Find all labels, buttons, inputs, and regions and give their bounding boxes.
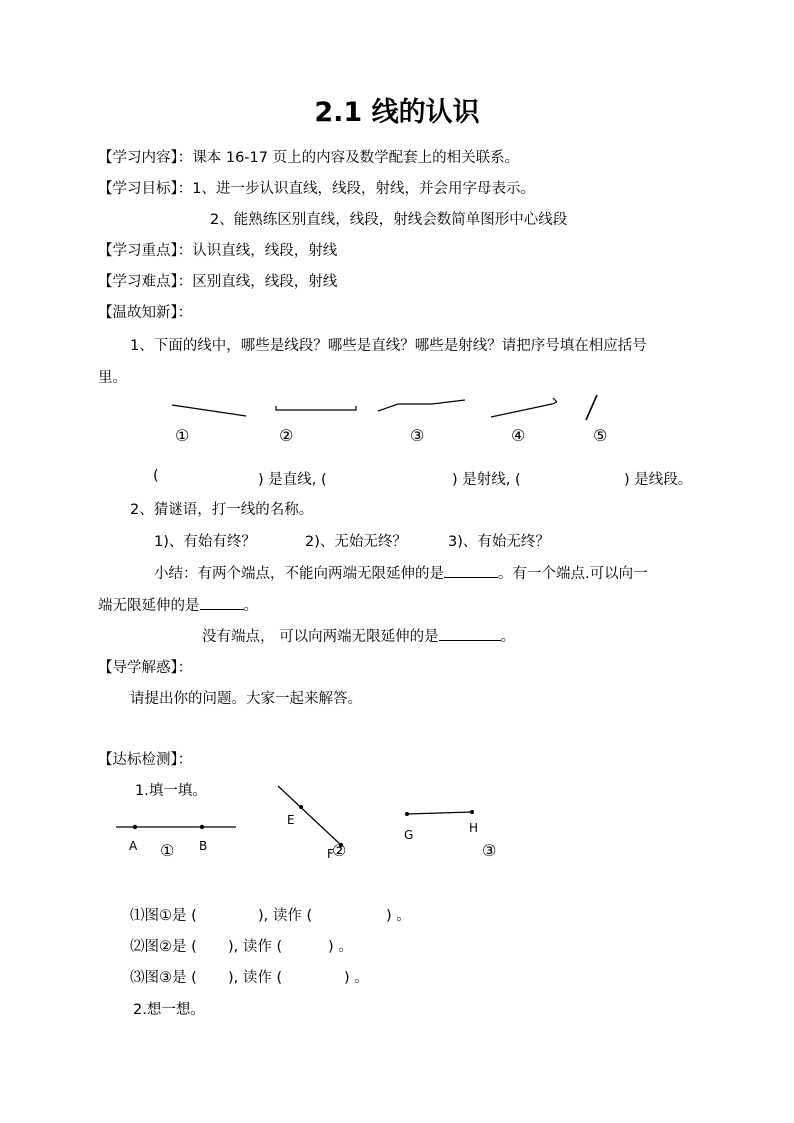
summary-text-e: 没有端点， 可以向两端无限延伸的是 [202, 629, 439, 645]
marker-1: ① [175, 426, 190, 445]
test-label: 【达标检测】： [98, 752, 193, 768]
summary-text-f: 。 [500, 629, 516, 645]
summary-text-b: 。有一个端点.可以向一 [498, 566, 648, 582]
difficulties-label: 【学习难点】： [98, 274, 193, 290]
review-q1-line1: 1、下面的线中，哪些是线段？哪些是直线？哪些是射线？请把序号填在相应括号 [130, 338, 647, 354]
key-points-label: 【学习重点】： [98, 243, 193, 259]
test-q1: 1.填一填。 [135, 783, 207, 799]
fill-line-2-c: ) 。 [328, 939, 353, 955]
review-q1-line2: 里。 [98, 370, 127, 386]
summary-text-a: 小结：有两个端点，不能向两端无限延伸的是 [154, 566, 444, 582]
figure-marker-1: ① [160, 841, 175, 860]
point-e [299, 805, 303, 809]
page-title: 2.1 线的认识 [314, 97, 480, 128]
learning-goals-label: 【学习目标】： [98, 181, 193, 197]
fill-line-3-a: ⑶图③是 ( [130, 970, 197, 986]
fill-line-1-a: ⑴图①是 ( [130, 908, 197, 924]
learning-goal-2: 2、能熟练区别直线，线段，射线会数简单图形中心线段 [210, 212, 568, 228]
test-q2: 2.想一想。 [133, 1002, 205, 1018]
answer-straight: ) 是直线, ( [258, 472, 327, 488]
learning-content-label: 【学习内容】： [98, 150, 193, 166]
label-a: A [129, 839, 138, 853]
label-g: G [404, 828, 414, 842]
riddle-1: 1)、有始有终？ [154, 534, 256, 550]
answer-ray: ) 是射线, ( [452, 472, 521, 488]
label-e: E [287, 813, 295, 827]
point-g [405, 812, 409, 816]
figure-marker-2: ② [332, 841, 347, 860]
fill-line-1-b: ), 读作 ( [258, 908, 313, 924]
marker-2: ② [279, 426, 294, 445]
point-h [470, 810, 474, 814]
marker-3: ③ [410, 426, 425, 445]
summary-text-d: 。 [243, 598, 258, 614]
point-a [133, 825, 137, 829]
figure-marker-3: ③ [482, 841, 497, 860]
fill-line-3-b: ), 读作 ( [228, 970, 283, 986]
difficulties-text: 区别直线，线段，射线 [192, 274, 338, 290]
guide-label: 【导学解惑】： [98, 660, 193, 676]
riddle-3: 3)、有始无终？ [448, 534, 550, 550]
summary-text-c: 端无限延伸的是 [98, 598, 200, 614]
point-b [200, 825, 204, 829]
review-label: 【温故知新】： [98, 305, 193, 321]
fill-line-2-b: ), 读作 ( [228, 939, 283, 955]
fill-line-1-c: ) 。 [386, 908, 411, 924]
key-points-text: 认识直线，线段，射线 [192, 243, 338, 259]
answer-segment: ) 是线段。 [624, 472, 693, 488]
fill-line-3-c: ) 。 [344, 970, 369, 986]
label-b: B [199, 839, 208, 853]
learning-goal-1: 1、进一步认识直线，线段，射线，并会用字母表示。 [192, 181, 535, 197]
marker-4: ④ [511, 426, 526, 445]
figure-3-segment [407, 812, 472, 814]
answer-open-1: ( [153, 468, 159, 484]
marker-5: ⑤ [593, 426, 608, 445]
learning-content-text: 课本 16-17 页上的内容及数学配套上的相关联系。 [192, 150, 520, 166]
riddle-2: 2)、无始无终？ [305, 534, 407, 550]
label-f: F [327, 847, 334, 861]
review-q2: 2、猜谜语，打一线的名称。 [130, 502, 314, 518]
fill-line-2-a: ⑵图②是 ( [130, 939, 197, 955]
label-h: H [469, 821, 479, 835]
guide-text: 请提出你的问题。大家一起来解答。 [130, 691, 362, 707]
